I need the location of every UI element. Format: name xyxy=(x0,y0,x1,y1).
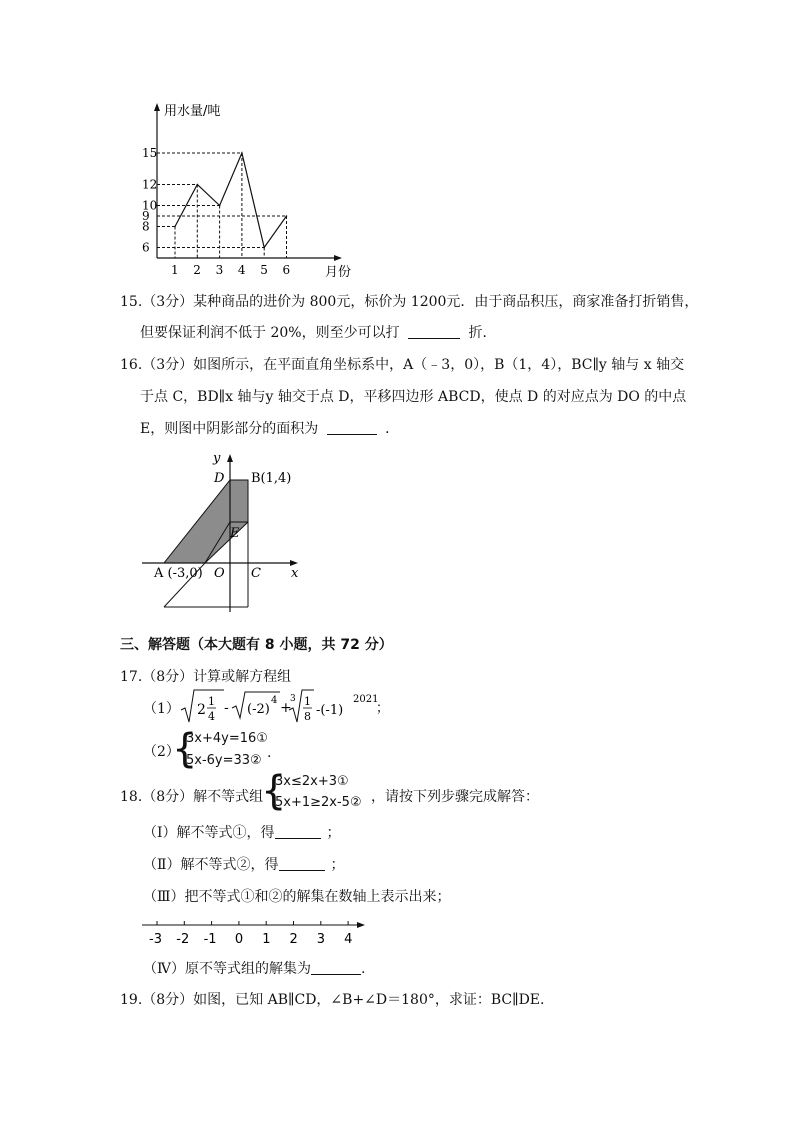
chart-x-tick: 1 xyxy=(171,263,179,277)
q18-step1 xyxy=(143,822,341,842)
q15-text-b: 折． xyxy=(468,325,497,341)
chart-y-tick: 6 xyxy=(142,240,150,255)
q17-part1-label: （1） xyxy=(143,701,180,717)
q15-line2 xyxy=(140,322,496,342)
chart-y-tick: 8 xyxy=(142,219,150,234)
chart-point xyxy=(263,247,265,249)
q18-suffix: ，请按下列步骤完成解答： xyxy=(371,789,539,805)
numline-label: -3 xyxy=(149,932,162,947)
shaded-top-rect xyxy=(230,480,248,522)
q16-answer-blank[interactable] xyxy=(327,420,377,435)
q18-system-brace: { xyxy=(261,768,287,814)
q17-eq-end: . xyxy=(267,745,272,761)
label-d: D xyxy=(214,471,225,486)
numline-label: 3 xyxy=(316,932,326,947)
p1-index3: 3 xyxy=(290,694,296,704)
label-e: E xyxy=(230,526,240,541)
label-b: B(1,4) xyxy=(251,471,292,486)
label-x: x xyxy=(291,566,299,581)
numline-label: 4 xyxy=(344,932,353,947)
chart-point xyxy=(174,226,176,228)
q19-text: 19.（8分）如图，已知 AB∥CD，∠B+∠D＝180°，求证：BC∥DE. xyxy=(120,992,545,1008)
p1-exp4: 4 xyxy=(271,695,278,706)
q18-ineq1: 3x≤2x+3① xyxy=(275,774,349,789)
p1-plus: + xyxy=(280,700,292,716)
chart-x-label: 月份 xyxy=(325,265,352,280)
q18-step1-text: （Ⅰ）解不等式①，得 xyxy=(143,825,275,841)
p1-end: ； xyxy=(376,701,390,716)
numline-label: -2 xyxy=(176,932,190,947)
q17-eq2: 5x-6y=33② xyxy=(186,753,262,768)
q17-system-brace: { xyxy=(172,726,198,772)
q17-title: 17.（8分）计算或解方程组 xyxy=(120,669,292,685)
label-y: y xyxy=(213,451,221,466)
chart-y-tick: 12 xyxy=(142,177,158,192)
chart-y-tick: 10 xyxy=(142,198,158,213)
chart-x-tick: 3 xyxy=(215,263,224,277)
q18-step4 xyxy=(143,958,365,978)
numline-label: 1 xyxy=(262,932,271,947)
q16-text-a: E，则图中阴影部分的面积为 xyxy=(140,421,319,437)
q15-line1: 15.（3分）某种商品的进价为 800元，标价为 1200元．由于商品积压，商家准备打折销售， xyxy=(120,294,699,310)
q18-ineq2: 5x+1≥2x-5② xyxy=(275,795,362,810)
p1-tail: -(-1) xyxy=(316,703,344,718)
chart-y-tick: 15 xyxy=(142,146,158,160)
q18-step1-blank[interactable] xyxy=(275,824,321,839)
q18-step3: （Ⅲ）把不等式①和②的解集在数轴上表示出来； xyxy=(143,889,451,905)
chart-x-tick: 5 xyxy=(260,263,268,277)
q16-line2: 于点 C，BD∥x 轴与y 轴交于点 D，平移四边形 ABCD，使点 D 的对应点为 DO 的中点 xyxy=(140,389,687,405)
chart-point xyxy=(241,152,243,154)
q18-step2-blank[interactable] xyxy=(279,856,325,871)
y-axis-arrow xyxy=(227,454,233,462)
q17-eq1: 3x+4y=16① xyxy=(186,731,268,746)
p1-exp2021: 2021 xyxy=(353,694,379,705)
q18-step2-semicolon: ； xyxy=(330,857,345,873)
p1-minus: - xyxy=(224,700,229,716)
p1-num: 1 xyxy=(208,695,215,708)
chart-x-tick: 6 xyxy=(282,263,291,277)
q18-step1-semicolon: ； xyxy=(326,825,341,841)
q18-step2-text: （Ⅱ）解不等式②，得 xyxy=(143,857,279,873)
q16-line3 xyxy=(140,418,399,438)
q16-line1: 16.（3分）如图所示，在平面直角坐标系中，A（﹣3，0），B（1，4），BC∥y 轴与 x 轴交 xyxy=(120,357,685,373)
numline-label: 2 xyxy=(289,932,298,947)
section-3-title: 三、解答题（本大题有 8 小题，共 72 分） xyxy=(120,637,393,653)
numline-label: -1 xyxy=(203,932,217,947)
water-usage-chart xyxy=(120,95,370,280)
q16-coordinate-figure xyxy=(140,450,310,615)
q15-answer-blank[interactable] xyxy=(408,324,460,339)
q18-prefix: 18.（8分）解不等式组 xyxy=(120,789,264,805)
q18-step4-blank[interactable] xyxy=(311,960,361,975)
chart-point xyxy=(286,215,288,217)
q18-step4-text: （Ⅳ）原不等式组的解集为 xyxy=(143,961,311,977)
label-c: C xyxy=(251,566,261,581)
chart-point xyxy=(197,184,199,186)
p1-den: 4 xyxy=(208,710,215,723)
chart-x-tick: 2 xyxy=(193,263,201,277)
p1-num2: 1 xyxy=(304,695,311,708)
q16-text-b: ． xyxy=(385,421,400,437)
q18-step4-period: . xyxy=(361,961,366,977)
label-a: A (-3,0) xyxy=(154,566,203,581)
chart-y-label: 用水量/吨 xyxy=(164,104,221,119)
chart-x-tick: 4 xyxy=(237,263,246,277)
numline-label: 0 xyxy=(234,932,244,947)
p1-den2: 8 xyxy=(304,710,311,723)
numline-arrow xyxy=(357,922,365,928)
q17-part2-label: （2） xyxy=(143,744,180,760)
q15-text-a: 但要保证利润不低于 20%，则至少可以打 xyxy=(140,325,400,341)
p1-radicand2: (-2) xyxy=(247,702,270,717)
chart-y-tick: 9 xyxy=(142,209,150,223)
chart-x-arrow xyxy=(334,255,342,261)
chart-point xyxy=(219,205,221,207)
q18-number-line xyxy=(140,915,370,947)
chart-series-line xyxy=(175,153,287,248)
chart-y-arrow xyxy=(154,103,160,111)
q18-step2 xyxy=(143,854,345,874)
label-o: O xyxy=(214,566,225,581)
p1-whole: 2 xyxy=(197,702,206,718)
q17-part1-expression xyxy=(180,686,390,726)
